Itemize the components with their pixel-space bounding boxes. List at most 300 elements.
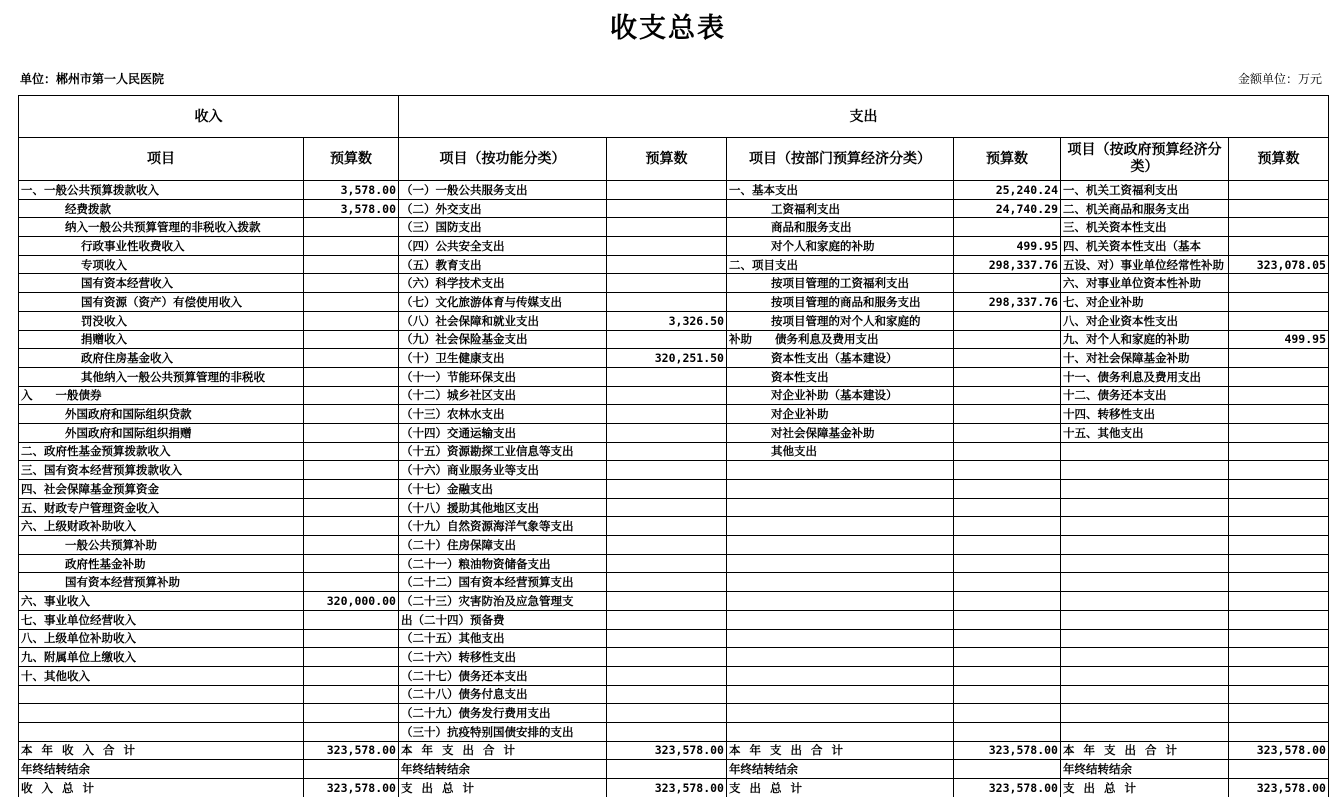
gov-amount-cell <box>1229 760 1329 779</box>
table-row <box>19 554 1329 573</box>
gov-amount-cell <box>1229 554 1329 573</box>
dept-item-cell: 二、项目支出 <box>727 255 954 274</box>
func-amount-cell <box>607 181 727 200</box>
dept-amount-cell <box>954 536 1061 555</box>
income-amount-cell <box>304 573 399 592</box>
gov-amount-cell <box>1229 648 1329 667</box>
dept-item-cell: 工资福利支出 <box>727 199 954 218</box>
income-amount-cell <box>304 536 399 555</box>
dept-amount-cell: 323,578.00 <box>954 779 1061 797</box>
func-amount-cell <box>607 722 727 741</box>
income-amount-cell <box>304 722 399 741</box>
gov-item-cell: 二、机关商品和服务支出 <box>1061 199 1229 218</box>
dept-amount-cell <box>954 517 1061 536</box>
gov-amount-cell <box>1229 704 1329 723</box>
func-amount-cell <box>607 367 727 386</box>
func-amount-cell <box>607 199 727 218</box>
income-amount-cell: 3,578.00 <box>304 181 399 200</box>
func-item-cell: （二）外交支出 <box>399 199 607 218</box>
func-amount-cell: 3,326.50 <box>607 311 727 330</box>
gov-item-cell: 三、机关资本性支出 <box>1061 218 1229 237</box>
total-row <box>19 760 1329 779</box>
budget-table <box>18 95 1329 797</box>
table-row <box>19 704 1329 723</box>
column-header-row <box>19 138 1329 181</box>
func-item-cell: （四）公共安全支出 <box>399 237 607 256</box>
func-item-cell: （十八）援助其他地区支出 <box>399 498 607 517</box>
income-item-cell: 政府性基金补助 <box>19 554 304 573</box>
income-amount-cell <box>304 255 399 274</box>
income-item-cell: 纳入一般公共预算管理的非税收入拨款 <box>19 218 304 237</box>
gov-amount-cell <box>1229 423 1329 442</box>
func-item-cell: （一）一般公共服务支出 <box>399 181 607 200</box>
dept-amount-cell <box>954 648 1061 667</box>
dept-amount-cell <box>954 573 1061 592</box>
income-amount-cell <box>304 685 399 704</box>
func-amount-cell <box>607 592 727 611</box>
func-amount-cell <box>607 237 727 256</box>
func-item-cell: （二十六）转移性支出 <box>399 648 607 667</box>
income-item-cell: 其他纳入一般公共预算管理的非税收 <box>19 367 304 386</box>
gov-item-cell <box>1061 722 1229 741</box>
gov-amount-cell <box>1229 480 1329 499</box>
func-item-cell: （二十三）灾害防治及应急管理支 <box>399 592 607 611</box>
table-row <box>19 666 1329 685</box>
gov-amount-cell <box>1229 536 1329 555</box>
income-amount-cell <box>304 349 399 368</box>
dept-item-cell: 商品和服务支出 <box>727 218 954 237</box>
gov-amount-cell <box>1229 573 1329 592</box>
dept-item-cell: 年终结转结余 <box>727 760 954 779</box>
income-amount-cell <box>304 386 399 405</box>
dept-amount-cell <box>954 461 1061 480</box>
func-amount-cell <box>607 610 727 629</box>
col-header-income-item: 项目 <box>19 138 304 181</box>
func-amount-cell <box>607 648 727 667</box>
dept-item-cell: 其他支出 <box>727 442 954 461</box>
income-item-cell: 三、国有资本经营预算拨款收入 <box>19 461 304 480</box>
table-row <box>19 610 1329 629</box>
func-item-cell: （二十）住房保障支出 <box>399 536 607 555</box>
gov-item-cell <box>1061 498 1229 517</box>
table-row <box>19 349 1329 368</box>
income-amount-cell: 3,578.00 <box>304 199 399 218</box>
dept-amount-cell <box>954 423 1061 442</box>
income-amount-cell <box>304 517 399 536</box>
func-item-cell: （五）教育支出 <box>399 255 607 274</box>
func-amount-cell <box>607 386 727 405</box>
income-item-cell: 六、事业收入 <box>19 592 304 611</box>
func-item-cell: 年终结转结余 <box>399 760 607 779</box>
income-amount-cell <box>304 629 399 648</box>
func-item-cell: （十）卫生健康支出 <box>399 349 607 368</box>
func-amount-cell <box>607 274 727 293</box>
income-item-cell: 本年收入合计 <box>19 741 304 760</box>
dept-item-cell: 一、基本支出 <box>727 181 954 200</box>
dept-item-cell: 按项目管理的工资福利支出 <box>727 274 954 293</box>
table-row <box>19 311 1329 330</box>
gov-item-cell: 十二、债务还本支出 <box>1061 386 1229 405</box>
dept-item-cell: 按项目管理的商品和服务支出 <box>727 293 954 312</box>
gov-amount-cell: 323,578.00 <box>1229 779 1329 797</box>
income-amount-cell <box>304 237 399 256</box>
func-item-cell: （二十五）其他支出 <box>399 629 607 648</box>
gov-amount-cell <box>1229 442 1329 461</box>
income-amount-cell <box>304 330 399 349</box>
gov-item-cell: 一、机关工资福利支出 <box>1061 181 1229 200</box>
dept-amount-cell <box>954 629 1061 648</box>
func-item-cell: （三）国防支出 <box>399 218 607 237</box>
gov-amount-cell <box>1229 405 1329 424</box>
dept-amount-cell <box>954 218 1061 237</box>
table-row <box>19 423 1329 442</box>
table-row <box>19 685 1329 704</box>
table-row <box>19 367 1329 386</box>
income-item-cell: 外国政府和国际组织贷款 <box>19 405 304 424</box>
func-item-cell: （二十九）债务发行费用支出 <box>399 704 607 723</box>
gov-amount-cell <box>1229 367 1329 386</box>
income-item-cell: 专项收入 <box>19 255 304 274</box>
dept-amount-cell <box>954 760 1061 779</box>
dept-amount-cell: 24,740.29 <box>954 199 1061 218</box>
func-amount-cell <box>607 536 727 555</box>
income-item-cell: 四、社会保障基金预算资金 <box>19 480 304 499</box>
dept-amount-cell <box>954 405 1061 424</box>
dept-amount-cell <box>954 666 1061 685</box>
dept-amount-cell <box>954 349 1061 368</box>
income-item-cell: 国有资源（资产）有偿使用收入 <box>19 293 304 312</box>
func-amount-cell <box>607 498 727 517</box>
func-item-cell: 本年支出合计 <box>399 741 607 760</box>
income-amount-cell <box>304 498 399 517</box>
income-amount-cell <box>304 367 399 386</box>
income-item-cell: 国有资本经营预算补助 <box>19 573 304 592</box>
gov-amount-cell <box>1229 349 1329 368</box>
table-row <box>19 573 1329 592</box>
dept-amount-cell <box>954 704 1061 723</box>
gov-item-cell <box>1061 648 1229 667</box>
func-amount-cell: 320,251.50 <box>607 349 727 368</box>
gov-amount-cell <box>1229 386 1329 405</box>
dept-amount-cell <box>954 330 1061 349</box>
gov-item-cell: 十四、转移性支出 <box>1061 405 1229 424</box>
table-row <box>19 330 1329 349</box>
dept-item-cell <box>727 536 954 555</box>
gov-item-cell <box>1061 461 1229 480</box>
dept-item-cell: 按项目管理的对个人和家庭的 <box>727 311 954 330</box>
func-item-cell: （十一）节能环保支出 <box>399 367 607 386</box>
func-amount-cell <box>607 666 727 685</box>
gov-amount-cell <box>1229 274 1329 293</box>
table-row <box>19 629 1329 648</box>
dept-item-cell <box>727 666 954 685</box>
dept-item-cell <box>727 610 954 629</box>
income-item-cell: 外国政府和国际组织捐赠 <box>19 423 304 442</box>
income-item-cell <box>19 704 304 723</box>
func-item-cell: （十四）交通运输支出 <box>399 423 607 442</box>
table-row <box>19 237 1329 256</box>
func-item-cell: （二十七）债务还本支出 <box>399 666 607 685</box>
dept-amount-cell <box>954 274 1061 293</box>
func-amount-cell <box>607 218 727 237</box>
dept-item-cell <box>727 629 954 648</box>
income-item-cell: 入 一般债券 <box>19 386 304 405</box>
income-item-cell: 行政事业性收费收入 <box>19 237 304 256</box>
gov-amount-cell <box>1229 722 1329 741</box>
func-item-cell: （九）社会保险基金支出 <box>399 330 607 349</box>
income-item-cell: 九、附属单位上缴收入 <box>19 648 304 667</box>
income-amount-cell <box>304 666 399 685</box>
dept-item-cell <box>727 704 954 723</box>
expense-section-header: 支出 <box>399 96 1329 138</box>
func-amount-cell: 323,578.00 <box>607 741 727 760</box>
currency-unit-label: 金额单位：万元 <box>1237 72 1322 86</box>
func-item-cell: （十五）资源勘探工业信息等支出 <box>399 442 607 461</box>
dept-item-cell <box>727 498 954 517</box>
gov-amount-cell <box>1229 311 1329 330</box>
gov-item-cell <box>1061 554 1229 573</box>
gov-item-cell <box>1061 610 1229 629</box>
func-amount-cell <box>607 480 727 499</box>
gov-item-cell <box>1061 573 1229 592</box>
func-amount-cell <box>607 423 727 442</box>
table-row <box>19 592 1329 611</box>
func-item-cell: （十九）自然资源海洋气象等支出 <box>399 517 607 536</box>
dept-item-cell <box>727 554 954 573</box>
table-row <box>19 480 1329 499</box>
col-header-dept-item: 项目（按部门预算经济分类） <box>727 138 954 181</box>
table-row <box>19 255 1329 274</box>
income-amount-cell: 323,578.00 <box>304 741 399 760</box>
dept-amount-cell: 298,337.76 <box>954 293 1061 312</box>
func-item-cell: （十七）金融支出 <box>399 480 607 499</box>
gov-amount-cell <box>1229 592 1329 611</box>
gov-item-cell: 十、对社会保障基金补助 <box>1061 349 1229 368</box>
income-amount-cell <box>304 405 399 424</box>
dept-amount-cell <box>954 554 1061 573</box>
dept-item-cell <box>727 648 954 667</box>
func-amount-cell <box>607 461 727 480</box>
func-item-cell: 支出总计 <box>399 779 607 797</box>
dept-item-cell <box>727 461 954 480</box>
table-row <box>19 722 1329 741</box>
unit-label: 单位：郴州市第一人民医院 <box>20 72 165 86</box>
dept-amount-cell <box>954 685 1061 704</box>
func-item-cell: （八）社会保障和就业支出 <box>399 311 607 330</box>
income-amount-cell <box>304 218 399 237</box>
gov-item-cell <box>1061 592 1229 611</box>
gov-item-cell <box>1061 480 1229 499</box>
func-amount-cell <box>607 405 727 424</box>
dept-amount-cell <box>954 367 1061 386</box>
income-amount-cell: 320,000.00 <box>304 592 399 611</box>
income-section-header: 收入 <box>19 96 399 138</box>
gov-item-cell: 十五、其他支出 <box>1061 423 1229 442</box>
gov-amount-cell <box>1229 666 1329 685</box>
func-item-cell: （十三）农林水支出 <box>399 405 607 424</box>
func-amount-cell <box>607 685 727 704</box>
col-header-dept-amount: 预算数 <box>954 138 1061 181</box>
table-row <box>19 386 1329 405</box>
gov-amount-cell <box>1229 685 1329 704</box>
total-row <box>19 779 1329 797</box>
total-row <box>19 741 1329 760</box>
income-item-cell: 一、一般公共预算拨款收入 <box>19 181 304 200</box>
func-amount-cell <box>607 629 727 648</box>
gov-item-cell <box>1061 517 1229 536</box>
income-item-cell: 年终结转结余 <box>19 760 304 779</box>
table-row <box>19 199 1329 218</box>
income-item-cell: 六、上级财政补助收入 <box>19 517 304 536</box>
func-amount-cell <box>607 554 727 573</box>
table-row <box>19 461 1329 480</box>
dept-amount-cell: 25,240.24 <box>954 181 1061 200</box>
income-amount-cell <box>304 554 399 573</box>
gov-item-cell: 五设、对）事业单位经常性补助 <box>1061 255 1229 274</box>
gov-amount-cell: 323,078.05 <box>1229 255 1329 274</box>
gov-amount-cell <box>1229 629 1329 648</box>
table-row <box>19 536 1329 555</box>
income-amount-cell <box>304 442 399 461</box>
dept-item-cell <box>727 722 954 741</box>
dept-item-cell: 对企业补助（基本建设） <box>727 386 954 405</box>
func-amount-cell <box>607 330 727 349</box>
table-row <box>19 293 1329 312</box>
func-item-cell: （六）科学技术支出 <box>399 274 607 293</box>
dept-amount-cell: 298,337.76 <box>954 255 1061 274</box>
income-item-cell: 二、政府性基金预算拨款收入 <box>19 442 304 461</box>
dept-item-cell <box>727 685 954 704</box>
gov-amount-cell <box>1229 237 1329 256</box>
income-amount-cell <box>304 293 399 312</box>
gov-amount-cell: 499.95 <box>1229 330 1329 349</box>
table-row <box>19 442 1329 461</box>
dept-item-cell: 资本性支出（基本建设） <box>727 349 954 368</box>
income-amount-cell <box>304 311 399 330</box>
gov-item-cell <box>1061 685 1229 704</box>
gov-item-cell <box>1061 704 1229 723</box>
gov-item-cell: 八、对企业资本性支出 <box>1061 311 1229 330</box>
gov-item-cell: 六、对事业单位资本性补助 <box>1061 274 1229 293</box>
dept-amount-cell <box>954 498 1061 517</box>
gov-item-cell: 年终结转结余 <box>1061 760 1229 779</box>
gov-item-cell: 四、机关资本性支出（基本 <box>1061 237 1229 256</box>
income-item-cell: 七、事业单位经营收入 <box>19 610 304 629</box>
func-amount-cell <box>607 760 727 779</box>
table-row <box>19 405 1329 424</box>
income-amount-cell <box>304 461 399 480</box>
func-amount-cell: 323,578.00 <box>607 779 727 797</box>
income-item-cell: 政府住房基金收入 <box>19 349 304 368</box>
table-row <box>19 274 1329 293</box>
func-item-cell: 出（二十四）预备费 <box>399 610 607 629</box>
income-item-cell: 国有资本经营收入 <box>19 274 304 293</box>
func-amount-cell <box>607 255 727 274</box>
table-row <box>19 648 1329 667</box>
gov-amount-cell <box>1229 461 1329 480</box>
gov-amount-cell <box>1229 181 1329 200</box>
income-item-cell: 一般公共预算补助 <box>19 536 304 555</box>
gov-amount-cell <box>1229 610 1329 629</box>
dept-item-cell <box>727 480 954 499</box>
income-amount-cell <box>304 648 399 667</box>
func-amount-cell <box>607 517 727 536</box>
gov-amount-cell: 323,578.00 <box>1229 741 1329 760</box>
col-header-income-amount: 预算数 <box>304 138 399 181</box>
income-item-cell: 五、财政专户管理资金收入 <box>19 498 304 517</box>
page-title: 收支总表 <box>610 13 726 44</box>
dept-item-cell: 对个人和家庭的补助 <box>727 237 954 256</box>
gov-item-cell <box>1061 442 1229 461</box>
func-item-cell: （二十八）债务付息支出 <box>399 685 607 704</box>
gov-amount-cell <box>1229 498 1329 517</box>
income-amount-cell <box>304 610 399 629</box>
gov-item-cell: 支出总计 <box>1061 779 1229 797</box>
dept-amount-cell <box>954 311 1061 330</box>
gov-item-cell <box>1061 536 1229 555</box>
income-amount-cell <box>304 704 399 723</box>
section-header-row <box>19 96 1329 138</box>
table-row <box>19 498 1329 517</box>
dept-amount-cell <box>954 480 1061 499</box>
income-item-cell: 罚没收入 <box>19 311 304 330</box>
dept-item-cell: 支出总计 <box>727 779 954 797</box>
col-header-gov-item: 项目（按政府预算经济分类） <box>1061 138 1229 181</box>
income-amount-cell <box>304 760 399 779</box>
func-amount-cell <box>607 573 727 592</box>
dept-amount-cell <box>954 722 1061 741</box>
table-row <box>19 218 1329 237</box>
func-item-cell: （二十二）国有资本经营预算支出 <box>399 573 607 592</box>
dept-item-cell: 本年支出合计 <box>727 741 954 760</box>
dept-amount-cell: 499.95 <box>954 237 1061 256</box>
dept-item-cell: 对社会保障基金补助 <box>727 423 954 442</box>
income-item-cell: 十、其他收入 <box>19 666 304 685</box>
dept-item-cell <box>727 573 954 592</box>
dept-amount-cell <box>954 386 1061 405</box>
func-amount-cell <box>607 293 727 312</box>
income-amount-cell <box>304 423 399 442</box>
income-item-cell <box>19 722 304 741</box>
func-item-cell: （三十）抗疫特别国债安排的支出 <box>399 722 607 741</box>
income-item-cell: 经费拨款 <box>19 199 304 218</box>
income-item-cell: 捐赠收入 <box>19 330 304 349</box>
dept-amount-cell <box>954 610 1061 629</box>
gov-item-cell: 九、对个人和家庭的补助 <box>1061 330 1229 349</box>
col-header-func-item: 项目（按功能分类） <box>399 138 607 181</box>
func-item-cell: （十六）商业服务业等支出 <box>399 461 607 480</box>
gov-item-cell: 十一、债务利息及费用支出 <box>1061 367 1229 386</box>
dept-amount-cell: 323,578.00 <box>954 741 1061 760</box>
income-amount-cell <box>304 480 399 499</box>
col-header-func-amount: 预算数 <box>607 138 727 181</box>
gov-amount-cell <box>1229 218 1329 237</box>
func-item-cell: （七）文化旅游体育与传媒支出 <box>399 293 607 312</box>
col-header-gov-amount: 预算数 <box>1229 138 1329 181</box>
func-item-cell: （十二）城乡社区支出 <box>399 386 607 405</box>
dept-item-cell <box>727 592 954 611</box>
func-amount-cell <box>607 442 727 461</box>
dept-amount-cell <box>954 442 1061 461</box>
income-item-cell: 八、上级单位补助收入 <box>19 629 304 648</box>
dept-item-cell: 资本性支出 <box>727 367 954 386</box>
income-item-cell: 收入总计 <box>19 779 304 797</box>
income-amount-cell <box>304 274 399 293</box>
table-row <box>19 181 1329 200</box>
gov-amount-cell <box>1229 517 1329 536</box>
gov-item-cell: 本年支出合计 <box>1061 741 1229 760</box>
gov-amount-cell <box>1229 199 1329 218</box>
